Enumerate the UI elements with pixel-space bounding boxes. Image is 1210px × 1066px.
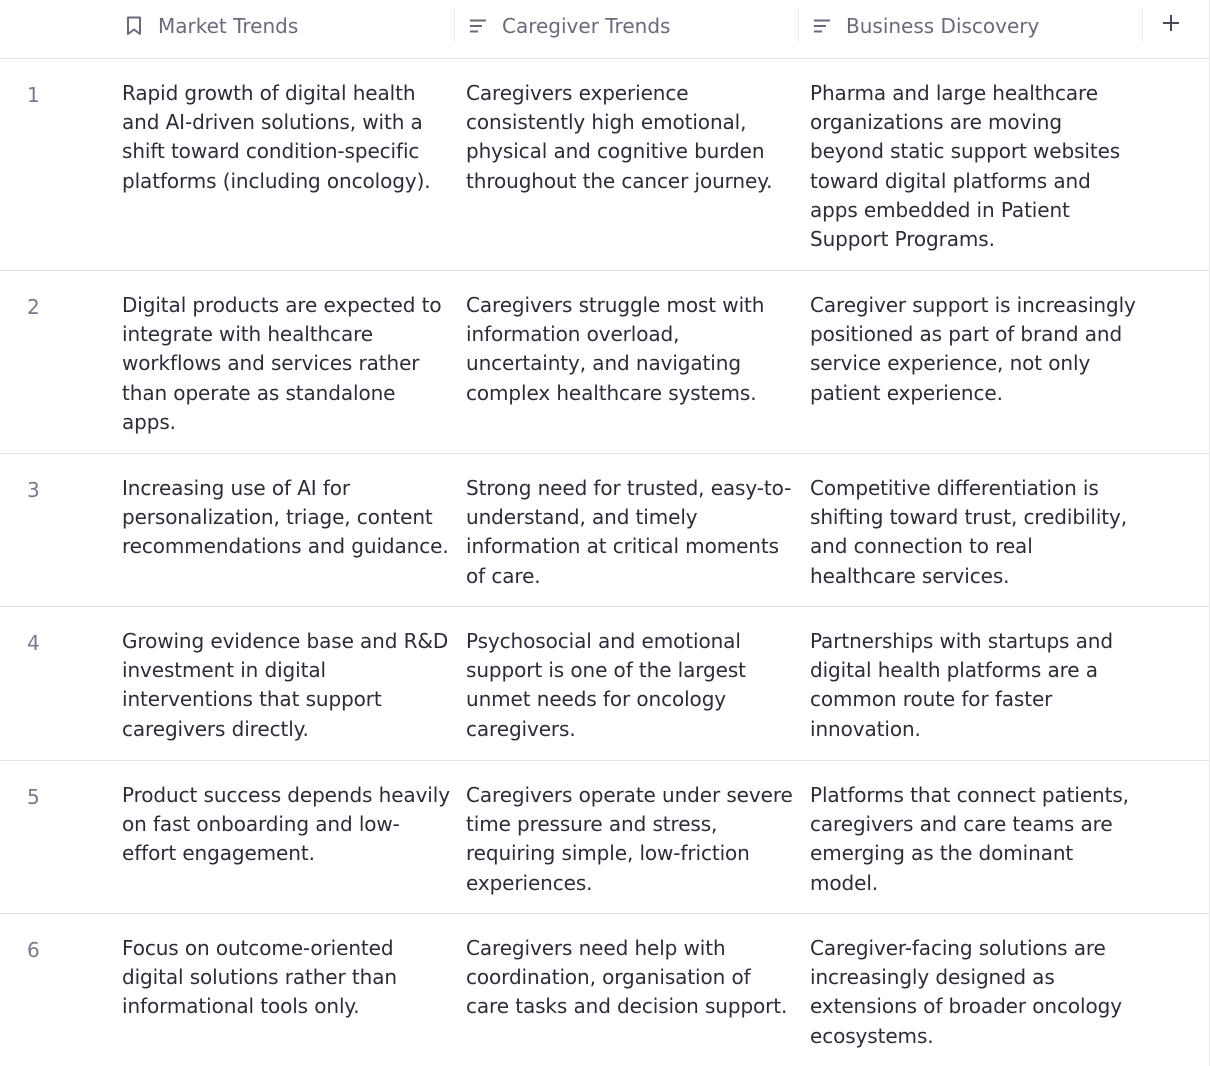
table-header [0, 0, 1210, 59]
row-number: 6 [27, 938, 40, 962]
caregiver-trends-cell[interactable]: Caregivers experience consistently high emotional, physical and cognitive burden throughout the cancer journey. [466, 81, 773, 193]
table-row[interactable] [0, 454, 1210, 607]
text-lines-icon [812, 16, 832, 36]
column-header-caregiver-trends[interactable] [468, 0, 670, 52]
market-trends-cell[interactable]: Increasing use of AI for personalization, triage, content recommendations and guidance. [122, 476, 449, 559]
table-row[interactable] [0, 914, 1210, 1064]
caregiver-trends-cell[interactable]: Psychosocial and emotional support is one of the largest unmet needs for oncology caregivers. [466, 629, 746, 741]
table-row[interactable] [0, 271, 1210, 454]
row-number: 3 [27, 478, 40, 502]
plus-icon [1161, 13, 1181, 37]
column-header-market-trends[interactable] [124, 0, 298, 52]
caregiver-trends-cell[interactable]: Strong need for trusted, easy-to-understand, and timely information at critical moments of care. [466, 476, 792, 588]
market-trends-cell[interactable]: Growing evidence base and R&D investment in digital interventions that support caregivers directly. [122, 629, 449, 741]
column-divider[interactable] [798, 8, 799, 42]
column-header-business-discovery[interactable] [812, 0, 1039, 52]
business-discovery-cell[interactable]: Caregiver-facing solutions are increasingly designed as extensions of broader oncology ecosystems. [810, 936, 1122, 1048]
business-discovery-cell[interactable]: Pharma and large healthcare organizations are moving beyond static support websites toward digital platforms and apps embedded in Patient Support Programs. [810, 81, 1121, 252]
column-header-label: Caregiver Trends [502, 14, 671, 38]
bookmark-icon [124, 16, 144, 36]
column-divider[interactable] [454, 8, 455, 42]
table-row[interactable] [0, 607, 1210, 761]
market-trends-cell[interactable]: Digital products are expected to integrate with healthcare workflows and services rather than operate as standalone apps. [122, 293, 442, 434]
caregiver-trends-cell[interactable]: Caregivers need help with coordination, organisation of care tasks and decision support. [466, 936, 788, 1019]
row-number: 4 [27, 631, 40, 655]
table-row[interactable] [0, 761, 1210, 914]
market-trends-cell[interactable]: Rapid growth of digital health and AI-driven solutions, with a shift toward condition-specific platforms (including oncology). [122, 81, 431, 193]
column-header-label: Business Discovery [846, 14, 1040, 38]
market-trends-cell[interactable]: Focus on outcome-oriented digital solutions rather than informational tools only. [122, 936, 397, 1019]
business-discovery-cell[interactable]: Caregiver support is increasingly positioned as part of brand and service experience, not only patient experience. [810, 293, 1136, 405]
business-discovery-cell[interactable]: Partnerships with startups and digital health platforms are a common route for faster innovation. [810, 629, 1113, 741]
row-number: 5 [27, 785, 40, 809]
table-row[interactable] [0, 59, 1210, 271]
row-number: 1 [27, 83, 40, 107]
market-trends-cell[interactable]: Product success depends heavily on fast onboarding and low-effort engagement. [122, 783, 450, 866]
caregiver-trends-cell[interactable]: Caregivers operate under severe time pressure and stress, requiring simple, low-friction experiences. [466, 783, 793, 895]
column-header-label: Market Trends [158, 14, 299, 38]
row-number: 2 [27, 295, 40, 319]
add-column-button[interactable] [1156, 10, 1186, 40]
text-lines-icon [468, 16, 488, 36]
caregiver-trends-cell[interactable]: Caregivers struggle most with information overload, uncertainty, and navigating complex healthcare systems. [466, 293, 765, 405]
business-discovery-cell[interactable]: Platforms that connect patients, caregivers and care teams are emerging as the dominant model. [810, 783, 1129, 895]
business-discovery-cell[interactable]: Competitive differentiation is shifting toward trust, credibility, and connection to real healthcare services. [810, 476, 1128, 588]
column-divider[interactable] [1142, 8, 1143, 42]
